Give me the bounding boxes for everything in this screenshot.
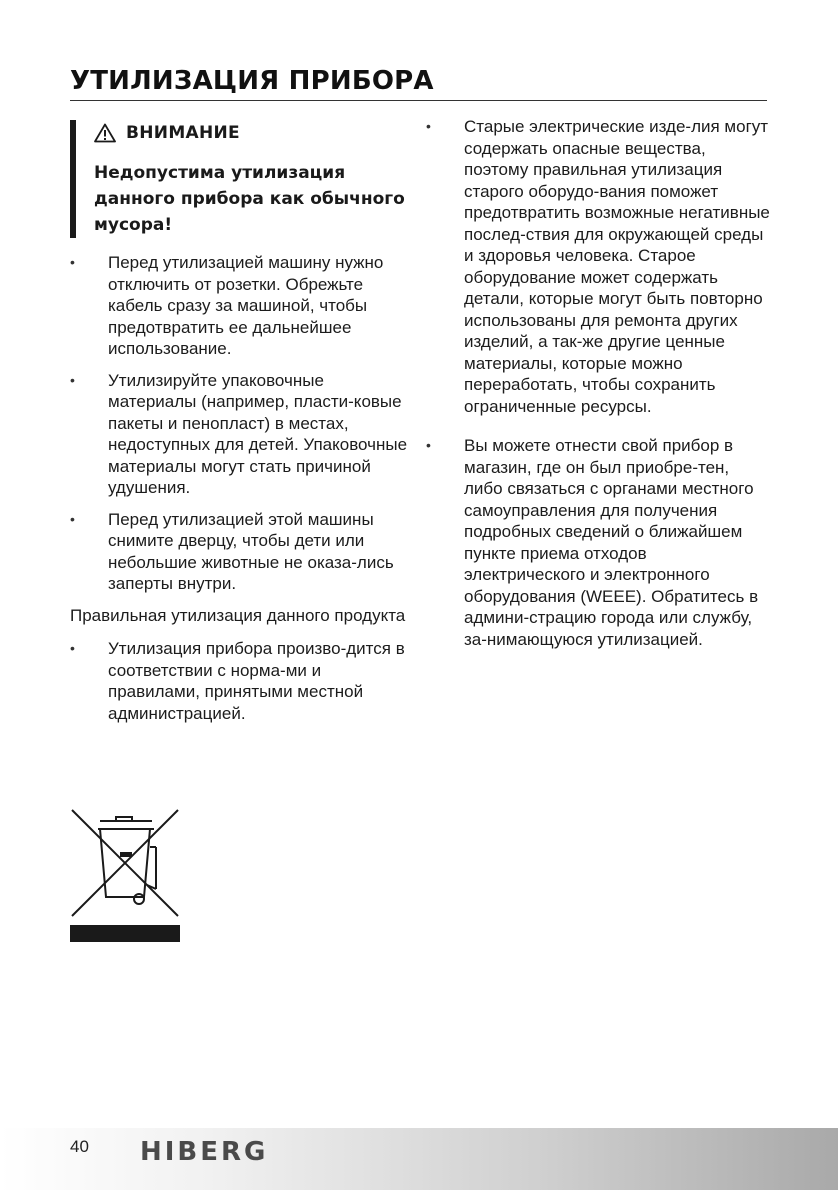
list-item-text: Перед утилизацией этой машины снимите дверцу, чтобы дети или небольшие животные не оказа-лись заперты внутри.	[108, 509, 394, 593]
right-bullet-list	[426, 116, 771, 650]
right-column	[426, 116, 771, 660]
bullet-icon: •	[426, 118, 431, 134]
warning-triangle-icon	[94, 123, 116, 143]
bullet-icon: •	[70, 254, 75, 270]
left-bullet-list-2	[70, 638, 415, 724]
page-footer	[0, 1128, 838, 1190]
list-item-text: Утилизация прибора произво-дится в соответствии с норма-ми и правилами, принятыми местной администрацией.	[108, 639, 405, 723]
brand-logo	[140, 1134, 290, 1168]
list-item	[70, 638, 415, 724]
list-item	[70, 370, 415, 499]
left-column	[70, 116, 415, 734]
title-divider	[70, 100, 767, 101]
left-bullet-list	[70, 252, 415, 595]
list-item	[70, 509, 415, 595]
page-number: 40	[70, 1137, 89, 1156]
warning-heading	[94, 118, 415, 148]
section-label: Правильная утилизация данного продукта	[70, 605, 406, 625]
bullet-icon: •	[426, 437, 431, 453]
list-item	[426, 435, 771, 650]
crossed-out-wheelie-bin-icon	[70, 807, 180, 942]
list-item-text: Перед утилизацией машину нужно отключить от розетки. Обрежьте кабель сразу за машиной, чтобы предотвратить ее дальнейшее использование.	[108, 253, 384, 358]
list-item	[426, 116, 771, 417]
page-title: УТИЛИЗАЦИЯ ПРИБОРА	[70, 66, 434, 96]
warning-bar	[70, 120, 76, 238]
bullet-icon: •	[70, 640, 75, 656]
list-item-text: Утилизируйте упаковочные материалы (например, пласти-ковые пакеты и пенопласт) в местах, недоступных для детей. Упаковочные материалы могут стать причиной удушения.	[108, 370, 408, 497]
list-item	[70, 252, 415, 360]
warning-text: Недопустима утилизация данного прибора как обычного мусора!	[94, 163, 405, 235]
warning-box	[70, 118, 415, 238]
list-item-text: Вы можете отнести свой прибор в магазин, где он был приобре-тен, либо связаться с органами местного самоуправления для получения подробных сведений о ближайшем пункте приема отходов электрического и электронного оборудования (WEEE). Обратитесь в админи-страцию города или службу, за-нимающуюся утилизацией.	[464, 436, 759, 649]
brand-logo-text: HIBERG	[140, 1137, 269, 1167]
bullet-icon: •	[70, 371, 75, 388]
bullet-icon: •	[70, 510, 75, 527]
warning-heading-label: ВНИМАНИЕ	[126, 123, 240, 143]
list-item-text: Старые электрические изде-лия могут содержать опасные вещества, поэтому правильная утилизация старого оборудо-вания поможет предотвратить возможные негативные послед-ствия для окружающей среды и здоровья человека. Старое оборудование может содержать детали, которые могут быть повторно использованы для ремонта других изделий, а так-же другие ценные материалы, которые можно переработать, чтобы сохранить ограниченные ресурсы.	[464, 117, 770, 416]
